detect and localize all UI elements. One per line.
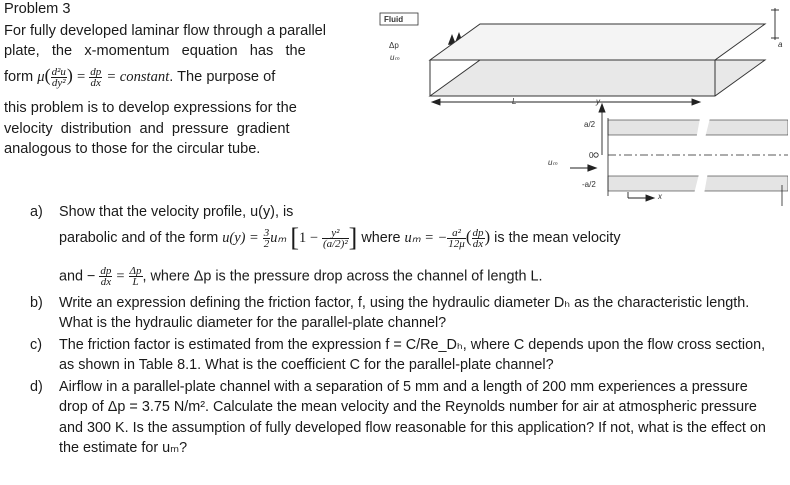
fluid-label: Fluid <box>384 15 404 24</box>
three-halves-fraction: $\frac{3}{2}$ <box>263 226 270 250</box>
lower-channel-walls <box>608 118 788 194</box>
figure-um-arrow-label: uₘ <box>548 158 558 167</box>
part-c-text: The friction factor is estimated from the expression f = C/Re_Dₕ, where C depends upon the flow cross section, as shown in Table 8.1. What is the coefficient C for the parallel-plate channel? <box>59 337 766 374</box>
constant-text: = constant <box>106 69 170 85</box>
figure-zero-label: 0 <box>589 151 594 160</box>
separation-dimension-a <box>771 8 779 40</box>
problem-title: Problem 3 <box>4 1 71 17</box>
form-word: form <box>4 69 34 85</box>
y-axis-arrow <box>599 104 605 155</box>
figure-dp-label: Δp <box>389 41 399 50</box>
um-definition-lhs: uₘ = − <box>404 230 448 246</box>
part-c-key: c) <box>30 337 42 353</box>
upper-channel-plates <box>430 24 765 96</box>
part-b <box>30 293 771 334</box>
figure-a-half-pos-label: a/2 <box>584 120 596 129</box>
intro-line-4: this problem is to develop expressions for the <box>4 100 297 116</box>
part-b-key: b) <box>30 295 43 311</box>
origin-marker <box>594 153 598 157</box>
a2-over-12mu-fraction: $\frac{\text{a²}}{12\mu}$ <box>448 226 465 250</box>
length-dimension-L <box>432 99 700 105</box>
figure-x-label: x <box>658 192 662 201</box>
dp-dx-fraction-a: $\frac{dp}{dx}$ <box>100 265 112 288</box>
part-d-key: d) <box>30 379 43 395</box>
where-text: where <box>361 230 401 246</box>
figure-L-label: L <box>512 97 517 106</box>
velocity-profile-lhs: u(y) = <box>222 230 259 246</box>
pressure-drop-text: , where Δp is the pressure drop across the channel of length L. <box>142 268 543 285</box>
equals-sign: = <box>116 268 125 285</box>
part-b-text: Write an expression defining the friction factor, f, using the hydraulic diameter Dₕ as the characteristic length. What is the hydraulic diameter for the parallel-plate channel? <box>59 295 750 332</box>
um-dp-dx-fraction: $\frac{dp}{dx}$ <box>472 226 484 250</box>
x-axis-arrow <box>628 192 654 201</box>
parallel-plate-figure <box>370 0 788 210</box>
intro-line-6: analogous to those for the circular tube. <box>4 141 261 157</box>
um-symbol: uₘ <box>270 230 287 246</box>
part-c <box>30 335 771 376</box>
part-d-text: Airflow in a parallel-plate channel with a separation of 5 mm and a length of 200 mm experiences a pressure drop of Δp = 3.75 N/m². Calculate the mean velocity and the Reynolds number for air at atmospheric pressure and 300 K. Is the assumption of fully developed flow reasonable for this application? If not, what is the effect on the estimate for uₘ? <box>59 379 766 456</box>
part-d <box>30 377 771 477</box>
figure-um-label: uₘ <box>390 53 400 62</box>
purpose-tail: . The purpose of <box>169 69 276 85</box>
intro-line-1: For fully developed laminar flow through a parallel <box>4 23 327 39</box>
figure-y-label: y <box>596 97 600 106</box>
one-minus: 1 − <box>299 230 318 246</box>
dp-dx-fraction: $\frac{dp}{dx}$ <box>90 65 102 89</box>
part-a-key: a) <box>30 204 43 220</box>
intro-line-5: velocity distribution and pressure gradient <box>4 121 290 137</box>
part-a-line-3 <box>59 266 543 287</box>
d2u-dy2-fraction: $\frac{\text{d²u}}{\text{dy²}}$ <box>51 65 66 89</box>
and-minus-text: and − <box>59 268 96 285</box>
intro-line-2: plate, the x-momentum equation has the <box>4 43 306 59</box>
part-a-line-1: Show that the velocity profile, u(y), is <box>59 204 294 220</box>
is-mean-velocity-text: is the mean velocity <box>494 230 621 246</box>
intro-line-3-equation: form μ( $\frac{\text{d²u}}{\text{dy²}}$ ) = $\frac{dp}{dx}$ = constant. The purpose of <box>4 65 276 89</box>
part-a-line-2: parabolic and of the form u(y) = $\frac{3}{2}$ uₘ [1 − $\frac{\text{y²}}{\text{(a/2)²}}$ ] where uₘ = − $\frac{\text{a²}}{12\mu}$ ( $\frac{dp}{dx}$ ) is the mean velocity <box>59 223 621 253</box>
figure-a-label: a <box>778 40 783 49</box>
y2-over-a-half-fraction: $\frac{\text{y²}}{\text{(a/2)²}}$ <box>322 226 348 250</box>
figure-a-half-neg-label: -a/2 <box>582 180 596 189</box>
dp-over-L-fraction: $\frac{\Delta p}{L}$ <box>129 265 142 288</box>
mu-symbol: μ <box>37 69 45 85</box>
mean-velocity-arrow <box>570 165 596 171</box>
part-a-form-text: parabolic and of the form <box>59 230 219 246</box>
